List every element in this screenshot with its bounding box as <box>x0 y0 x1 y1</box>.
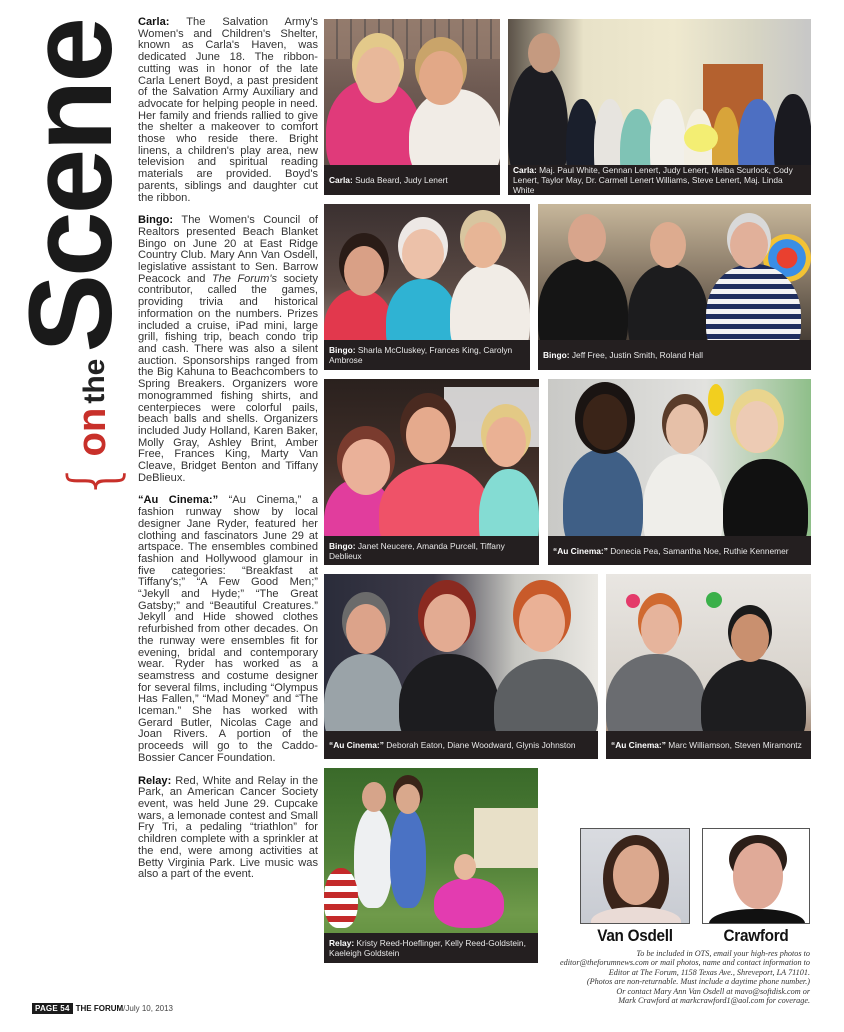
headshot-van-osdell <box>580 828 690 924</box>
article-lead: “Au Cinema:” <box>138 494 219 507</box>
photo-caption <box>324 933 538 963</box>
photo-carla-2 <box>508 19 811 195</box>
caption-text: Donecia Pea, Samantha Noe, Ruthie Kennemer <box>607 545 789 556</box>
article-body: “Au Cinema,” a fashion runway show by local designer Jane Ryder, featured her clothing and fascinators June 29 at artspace. The ensembles combined fashion and Hollywood glamour in five categories: “Breakfast at Tiffany's;” “A Few Good Men;” “Jekyll and Hyde;” “The Great Gatsby;” and “Beautiful Creatures.” Jekyll and Hide showed clothes refurbished from other decades. On the runway were ensembles fit for evening, bridal and contemporary wear. Ryder has worked as a seamstress and costume designer for several films, including “Olympus Has Fallen,” “Mad Money” and “The Iceman.” She has worked with Gerard Butler, Nicolas Cage and Joan Rivers. A portion of the proceeds will go to the Caddo-Bossier Cancer Foundation. <box>138 494 319 764</box>
photo-caption <box>606 731 811 759</box>
photo-caption <box>324 536 539 565</box>
columnist-name: Crawford <box>723 926 789 945</box>
section-masthead <box>4 20 137 500</box>
brace-ornament: { <box>54 460 131 500</box>
caption-text: Marc Williamson, Steven Miramontz <box>665 740 802 750</box>
photo-bingo-2 <box>538 204 811 370</box>
article-bingo <box>138 215 318 484</box>
caption-lead: Relay: <box>329 938 355 948</box>
issue-date: /July 10, 2013 <box>123 1004 173 1013</box>
submission-info <box>548 949 810 1005</box>
photo-caption <box>324 731 598 759</box>
caption-text: Janet Neucere, Amanda Purcell, Tiffany Deblieux <box>329 540 505 561</box>
photo-au-cinema-2 <box>324 574 598 759</box>
caption-lead: “Au Cinema:” <box>611 740 666 750</box>
publication-name: The Forum's <box>211 272 278 285</box>
photo-carla-1 <box>324 19 500 195</box>
caption-text: Maj. Paul White, Gennan Lenert, Judy Lenert, Melba Scurlock, Cody Lenert, Taylor May, Dr. Carmell Lenert Williams, Steve Lenert, Maj. Linda White <box>513 165 793 195</box>
article-lead: Bingo: <box>138 214 174 227</box>
article-lead: Relay: <box>138 774 172 787</box>
contact-line: Mark Crawford at markcrawford1@aol.com for coverage. <box>618 996 810 1006</box>
columnist-name: Van Osdell <box>597 926 673 945</box>
caption-lead: Bingo: <box>329 345 356 355</box>
masthead-on: on <box>70 407 114 457</box>
caption-lead: Carla: <box>513 165 537 175</box>
article-body: Red, White and Relay in the Park, an American Cancer Society event, was held June 29. Cupcake wars, a lemonade contest and Small Fry Tri, a pedaling “triathlon” for children complete with a sprinkler at the end, were among activities at Betty Virginia Park. Live music was also a part of the event. <box>138 774 318 881</box>
photo-caption <box>538 340 811 370</box>
caption-text: Suda Beard, Judy Lenert <box>352 175 448 185</box>
photo-caption <box>324 165 500 195</box>
masthead-scene: Scene <box>4 20 137 353</box>
caption-lead: “Au Cinema:” <box>329 740 384 750</box>
caption-text: Deborah Eaton, Diane Woodward, Glynis Johnston <box>383 740 576 750</box>
article-column <box>138 17 318 892</box>
contact-line: To be included in OTS, email your high-res photos to <box>636 949 810 958</box>
caption-lead: “Au Cinema:” <box>553 545 608 556</box>
caption-lead: Carla: <box>329 175 353 185</box>
article-relay <box>138 776 318 881</box>
masthead-the: the <box>78 358 111 404</box>
page-footer <box>32 1003 173 1014</box>
article-body: The Women's Council of Realtors presented Beach Blanket Bingo on June 20 at East Ridge Country Club. Mary Ann Van Osdell, legislative assistant to Sen. Barrow Peacock and <box>138 214 318 285</box>
article-body: society contributor, called the games, providing trivia and historical information on the numbers. Prizes included a cruise, iPad mini, large grill, fishing trip, beach condo trip and cash. There was also a silent auction. Sponsorships ranged from the Big Kahuna to Beachcombers to Spring Breakers. Organizers wore monogrammed fishing shirts, and centerpieces were colorful pails, beach balls and shells. Organizers included Judy Holland, Karen Baker, Molly Gray, Ashley Brint, Amber Free, Frances King, Marty Van Cleave, Bridget Benton and Tiffany DeBlieux. <box>138 272 318 484</box>
caption-lead: Bingo: <box>329 540 356 551</box>
photo-caption <box>324 340 530 370</box>
contact-line: Editor at The Forum, 1158 Texas Ave., Shreveport, LA 71101. <box>608 967 810 977</box>
article-au-cinema <box>138 495 318 764</box>
photo-au-cinema-3 <box>606 574 811 759</box>
page-number: PAGE 54 <box>32 1003 73 1014</box>
contact-line: (Photos are non-returnable. Must include a daytime phone number.) <box>586 977 810 987</box>
caption-lead: Bingo: <box>543 350 570 360</box>
photo-relay <box>324 768 538 963</box>
caption-text: Kristy Reed-Hoeflinger, Kelly Reed-Goldstein, Kaeleigh Goldstein <box>329 938 526 958</box>
article-body: The Salvation Army's Women's and Children's Shelter, known as Carla's Haven, was dedicated June 18. The ribbon-cutting was in honor of the late Carla Lenert Boyd, a past president of the Salvation Army Auxiliary and advocate for helping people in need. Her family and friends rallied to give the shelter a makeover to comfort those who reside there. Bright linens, a children's play area, new television and spiritual reading materials are provided. Boyd's parents, siblings and daughter cut the ribbon. <box>138 16 318 204</box>
headshot-crawford <box>702 828 810 924</box>
photo-bingo-3 <box>324 379 539 565</box>
article-lead: Carla: <box>138 16 170 28</box>
caption-text: Sharla McCluskey, Frances King, Carolyn Ambrose <box>329 345 513 365</box>
photo-caption <box>508 165 811 195</box>
caption-text: Jeff Free, Justin Smith, Roland Hall <box>569 350 703 360</box>
contact-line: Or contact Mary Ann Van Osdell at mavo@softdisk.com or <box>616 986 810 996</box>
article-carla <box>138 17 318 204</box>
photo-bingo-1 <box>324 204 530 370</box>
contact-line: editor@theforumnews.com or mail photos, name and contact information to <box>560 958 810 968</box>
photo-caption <box>548 536 811 565</box>
photo-au-cinema-1 <box>548 379 811 565</box>
publication-title: THE FORUM <box>75 1004 124 1013</box>
